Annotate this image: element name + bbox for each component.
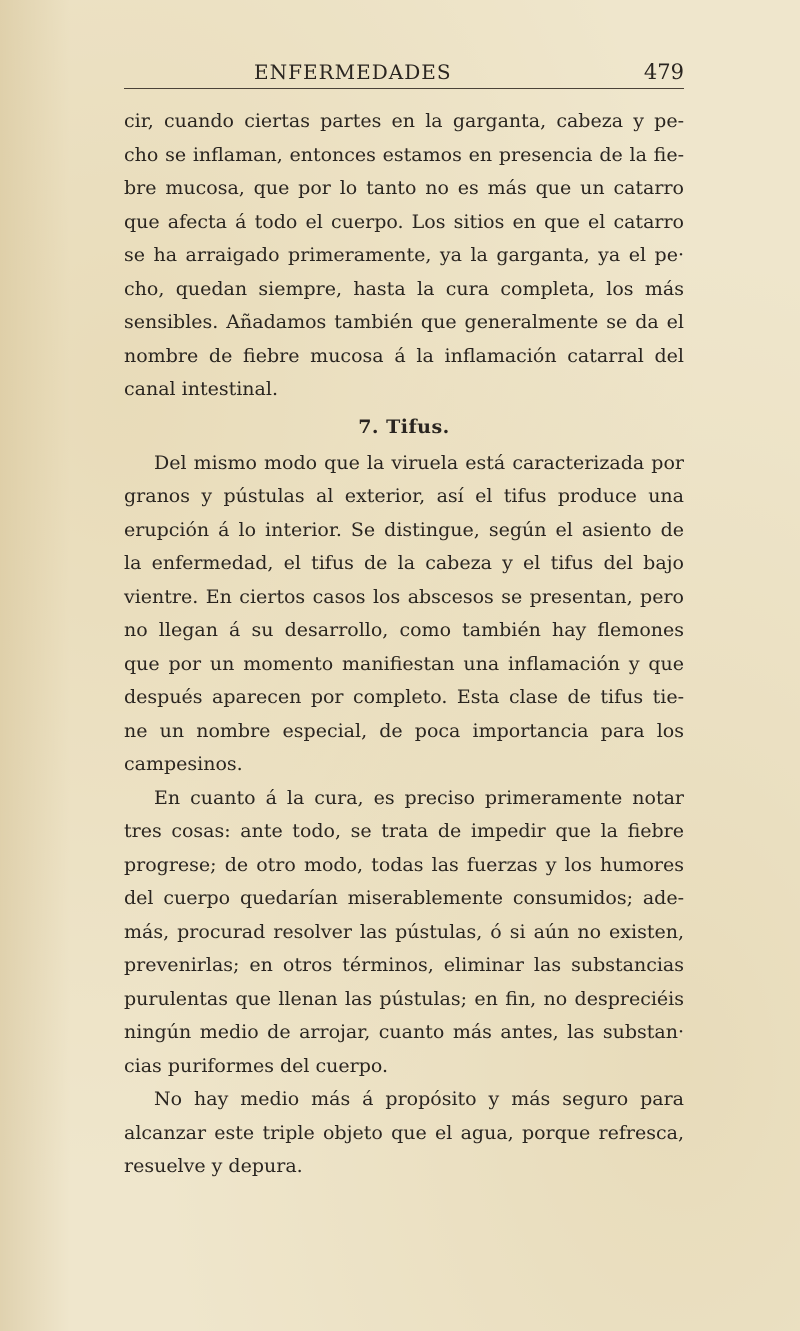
text-line: que por un momento manifiestan una inflamación y que <box>124 652 684 675</box>
book-page <box>124 52 684 1184</box>
text-line: cir, cuando ciertas partes en la garganta, cabeza y pe- <box>124 110 684 132</box>
text-line: bre mucosa, que por lo tanto no es más que un catarro <box>124 177 684 199</box>
text-line: tres cosas: ante todo, se trata de impedir que la fiebre <box>124 820 684 842</box>
text-line: que afecta á todo el cuerpo. Los sitios en que el catarro <box>124 210 684 233</box>
running-head <box>124 52 684 88</box>
text-line: sensibles. Añadamos también que generalmente se da el <box>124 311 684 333</box>
text-line: del cuerpo quedarían miserablemente consumidos; ade- <box>124 887 684 909</box>
page-number: 479 <box>643 60 684 84</box>
text-line: alcanzar este triple objeto que el agua, porque refresca, <box>124 1121 684 1144</box>
text-line: la enfermedad, el tifus de la cabeza y el tifus del bajo <box>124 552 684 574</box>
text-line: progrese; de otro modo, todas las fuerzas y los humores <box>124 853 684 876</box>
text-line: resuelve y depura. <box>124 1155 303 1177</box>
paragraph-2 <box>124 447 684 782</box>
text-line: más, procurad resolver las pústulas, ó si aún no existen, <box>124 920 684 943</box>
text-line: erupción á lo interior. Se distingue, según el asiento de <box>124 518 684 541</box>
text-line: ningún medio de arrojar, cuanto más antes, las substan· <box>124 1021 684 1043</box>
text-line: se ha arraigado primeramente, ya la garganta, ya el pe· <box>124 244 684 266</box>
text-line: vientre. En ciertos casos los abscesos se presentan, pero <box>124 585 684 608</box>
text-line: cho, quedan siempre, hasta la cura completa, los más <box>124 277 684 300</box>
text-line: cias puriformes del cuerpo. <box>124 1054 389 1077</box>
text-line: no llegan á su desarrollo, como también hay flemones <box>124 619 684 641</box>
text-line: después aparecen por completo. Esta clase de tifus tie- <box>124 686 684 708</box>
text-line: purulentas que llenan las pústulas; en fin, no despreciéis <box>124 987 684 1010</box>
text-line: ne un nombre especial, de poca importancia para los <box>124 719 684 742</box>
section-heading: 7. Tifus. <box>358 415 450 438</box>
text-line: prevenirlas; en otros términos, eliminar las substancias <box>124 954 684 976</box>
text-line: cho se inflaman, entonces estamos en presencia de la fie- <box>124 143 684 166</box>
body-text <box>124 105 684 1184</box>
text-line: Del mismo modo que la viruela está caracterizada por <box>154 451 684 474</box>
header-rule <box>124 88 684 89</box>
paragraph-1 <box>124 105 684 407</box>
text-line: En cuanto á la cura, es preciso primeramente notar <box>154 786 684 809</box>
paragraph-3 <box>124 782 684 1084</box>
paragraph-4 <box>124 1083 684 1184</box>
text-line: canal intestinal. <box>124 378 278 400</box>
running-title: ENFERMEDADES <box>254 60 452 84</box>
text-line: campesinos. <box>124 753 243 775</box>
text-line: granos y pústulas al exterior, así el tifus produce una <box>124 485 684 507</box>
text-line: nombre de fiebre mucosa á la inflamación catarral del <box>124 344 684 367</box>
text-line: No hay medio más á propósito y más seguro para <box>154 1088 684 1110</box>
